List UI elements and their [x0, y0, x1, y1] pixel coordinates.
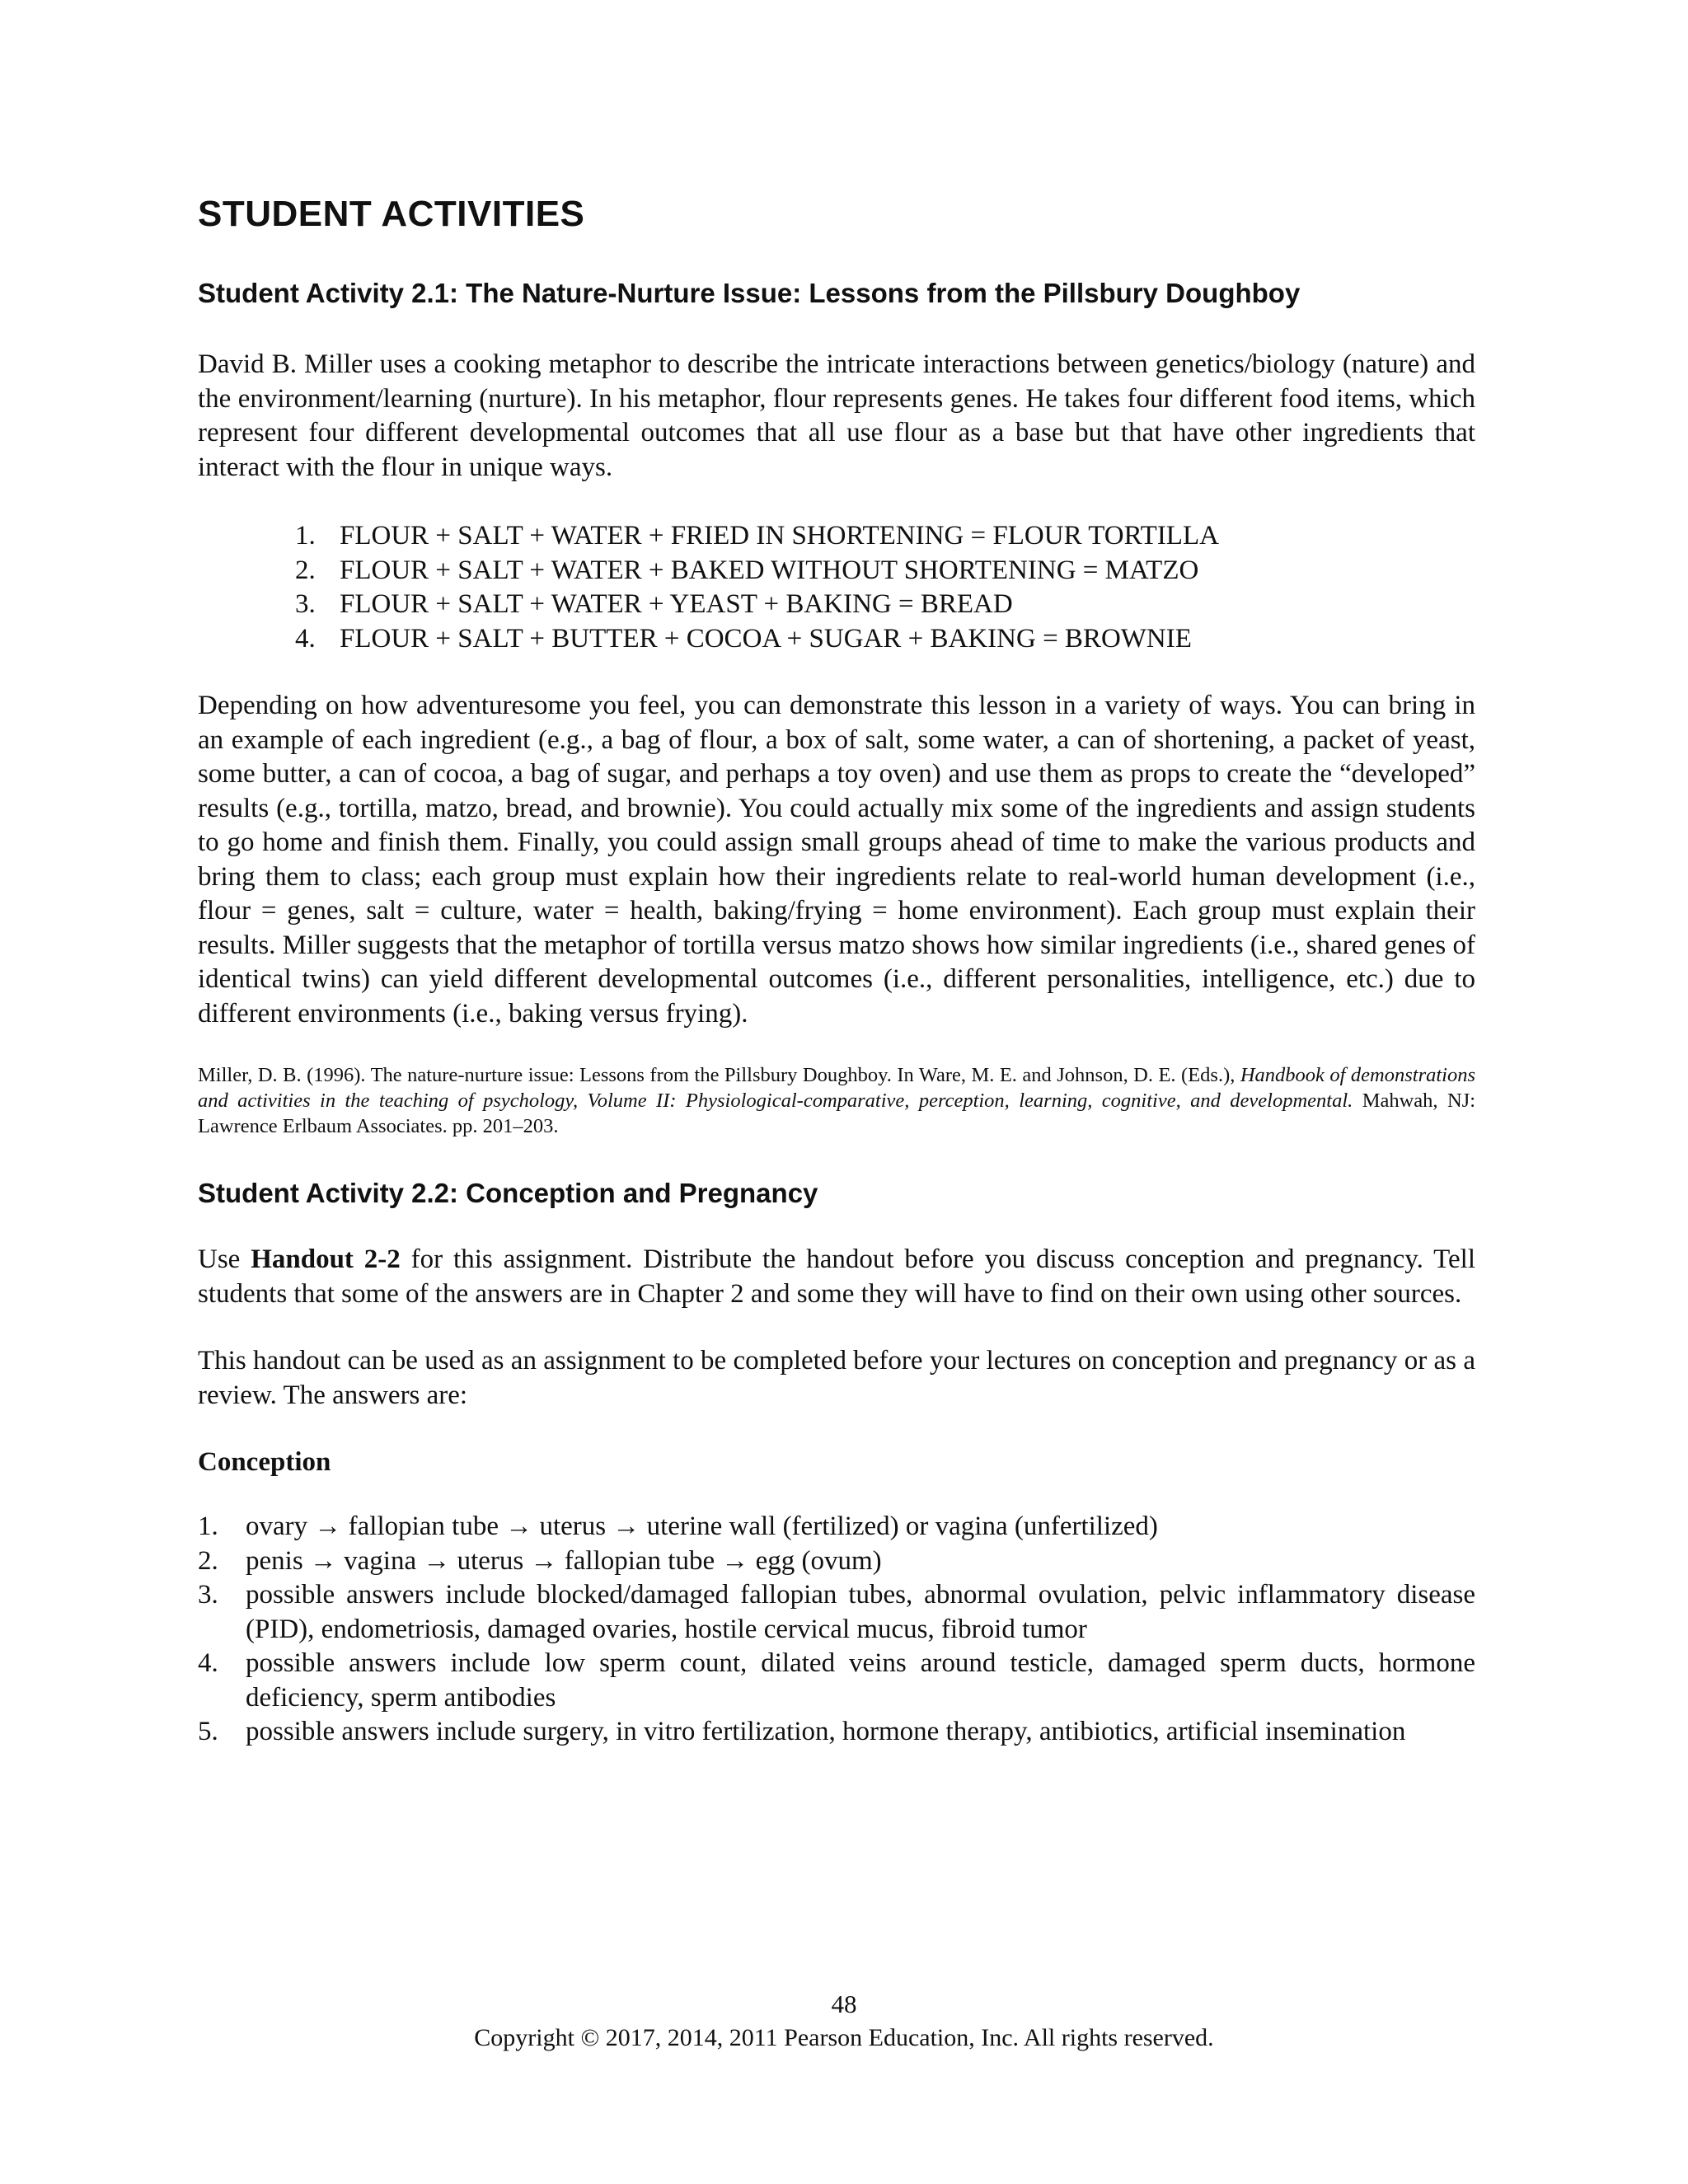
- list-item: 3. FLOUR + SALT + WATER + YEAST + BAKING = BREAD: [295, 589, 1013, 619]
- list-item: 2. penis → vagina → uterus → fallopian tube → egg (ovum): [198, 1545, 882, 1576]
- answer-list: [198, 1510, 1475, 1750]
- reference-book-title: Handbook of demonstrations and activities in the teaching of psychology, Volume II: Physiological-comparative, perception, learning, cognitive, and developmental.: [198, 1064, 1476, 1112]
- page-footer: [0, 1990, 1688, 2055]
- page-title: STUDENT ACTIVITIES: [198, 194, 585, 234]
- handout-reference: Handout 2-2: [251, 1244, 401, 1274]
- list-item: 5. possible answers include surgery, in vitro fertilization, hormone therapy, antibiotics, artificial insemination: [198, 1717, 1406, 1746]
- list-item: 3. possible answers include blocked/damaged fallopian tubes, abnormal ovulation, pelvic inflammatory disease (PID), endometriosis, damaged ovaries, hostile cervical mucus, fibroid tumor: [198, 1580, 1475, 1644]
- list-item: 1. FLOUR + SALT + WATER + FRIED IN SHORTENING = FLOUR TORTILLA: [295, 521, 1219, 551]
- activity-2-2-heading: Student Activity 2.2: Conception and Pregnancy: [198, 1178, 818, 1208]
- list-item: 4. possible answers include low sperm count, dilated veins around testicle, damaged sperm ducts, hormone deficiency, sperm antibodies: [198, 1648, 1475, 1713]
- copyright-notice: Copyright © 2017, 2014, 2011 Pearson Education, Inc. All rights reserved.: [474, 2024, 1214, 2051]
- document-page: [198, 190, 1475, 1750]
- activity-2-2-instructions: Use Handout 2-2 for this assignment. Distribute the handout before you discuss conception and pregnancy. Tell students that some of the answers are in Chapter 2 and some they will have to find on their own using other sources.: [198, 1244, 1475, 1309]
- activity-2-1-intro: David B. Miller uses a cooking metaphor to describe the intricate interactions between genetics/biology (nature) and the environment/learning (nurture). In his metaphor, flour represents genes. He takes four different food items, which represent four different developmental outcomes that all use flour as a base but that have other ingredients that interact with the flour in unique ways.: [198, 349, 1475, 482]
- activity-2-1-heading: Student Activity 2.1: The Nature-Nurture Issue: Lessons from the Pillsbury Doughboy: [198, 278, 1301, 308]
- page-number: 48: [831, 1990, 857, 2018]
- recipe-list: [198, 519, 1475, 656]
- list-item: 1. ovary → fallopian tube → uterus → uterine wall (fertilized) or vagina (unfertilized): [198, 1511, 1158, 1541]
- reference-citation: Miller, D. B. (1996). The nature-nurture issue: Lessons from the Pillsbury Doughboy. In Ware, M. E. and Johnson, D. E. (Eds.), Handbook of demonstrations and activities in the teaching of psychology, Volume II: Physiological-comparative, perception, learning, cognitive, and developmental. Mahwah, NJ: Lawrence Erlbaum Associates. pp. 201–203.: [198, 1064, 1476, 1137]
- conception-subheading: Conception: [198, 1447, 331, 1477]
- list-item: 2. FLOUR + SALT + WATER + BAKED WITHOUT SHORTENING = MATZO: [295, 555, 1199, 585]
- activity-2-2-note: This handout can be used as an assignment to be completed before your lectures on conception and pregnancy or as a review. The answers are:: [198, 1346, 1475, 1410]
- activity-2-1-body: Depending on how adventuresome you feel, you can demonstrate this lesson in a variety of ways. You can bring in an example of each ingredient (e.g., a bag of flour, a box of salt, some water, a can of shortening, a packet of yeast, some butter, a can of cocoa, a bag of sugar, and perhaps a toy oven) and use them as props to create the “developed” results (e.g., tortilla, matzo, bread, and brownie). You could actually mix some of the ingredients and assign students to go home and finish them. Finally, you could assign small groups ahead of time to make the various products and bring them to class; each group must explain how their ingredients relate to real-world human development (i.e., flour = genes, salt = culture, water = health, baking/frying = home environment). Each group must explain their results. Miller suggests that the metaphor of tortilla versus matzo shows how similar ingredients (i.e., shared genes of identical twins) can yield different developmental outcomes (i.e., different personalities, intelligence, etc.) due to different environments (i.e., baking versus frying).: [198, 691, 1475, 1029]
- list-item: 4. FLOUR + SALT + BUTTER + COCOA + SUGAR + BAKING = BROWNIE: [295, 623, 1192, 654]
